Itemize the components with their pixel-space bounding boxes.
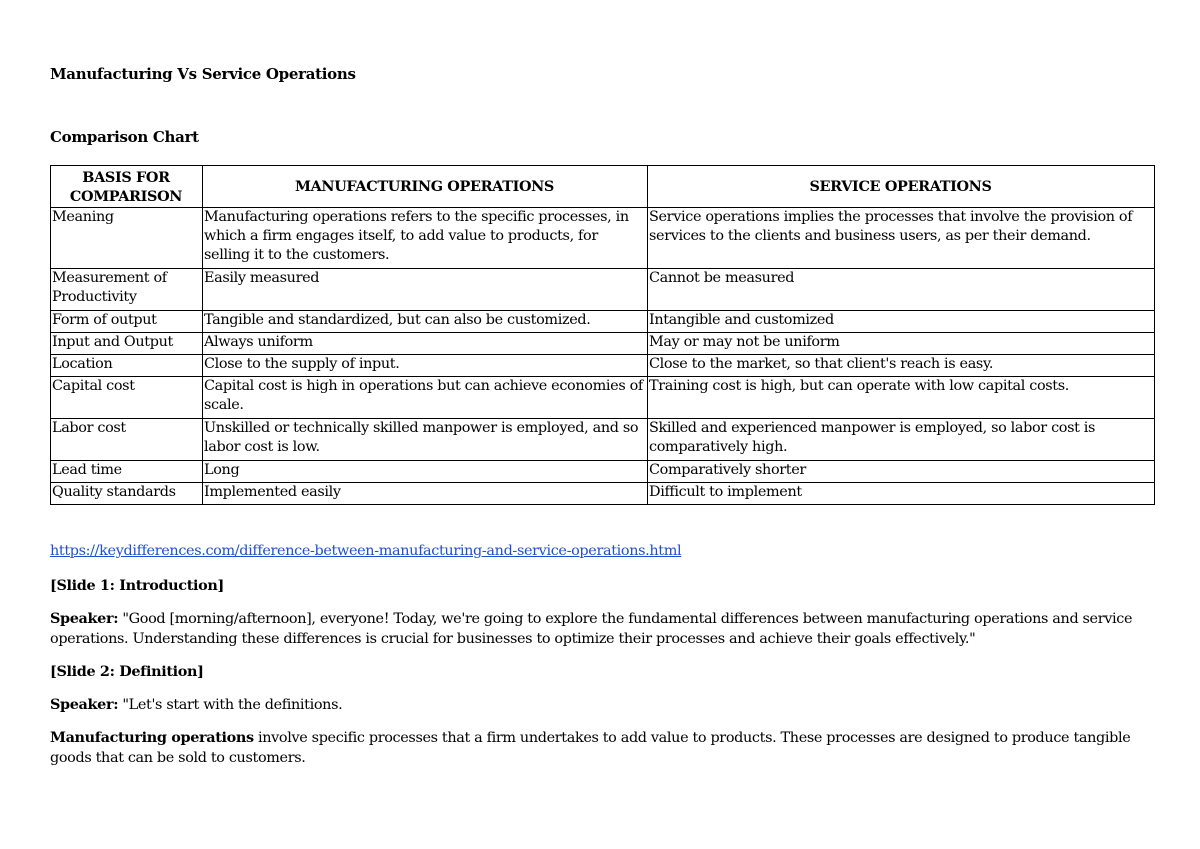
- table-cell-manufacturing: Tangible and standardized, but can also be customized.: [203, 311, 648, 333]
- speech-text: "Let's start with the definitions.: [118, 697, 343, 713]
- table-row: [51, 377, 1155, 419]
- table-cell-basis: Labor cost: [51, 419, 203, 461]
- slide1-speech: [50, 609, 1154, 649]
- table-cell-service: Intangible and customized: [648, 311, 1155, 333]
- header-service: SERVICE OPERATIONS: [648, 166, 1155, 208]
- table-cell-basis: Capital cost: [51, 377, 203, 419]
- table-cell-manufacturing: Capital cost is high in operations but can achieve economies of scale.: [203, 377, 648, 419]
- table-cell-manufacturing: Easily measured: [203, 269, 648, 311]
- slide1-heading-text: [Slide 1: Introduction]: [50, 577, 224, 594]
- table-cell-service: Skilled and experienced manpower is employed, so labor cost is comparatively high.: [648, 419, 1155, 461]
- slide2-heading: [50, 662, 1154, 682]
- manufacturing-definition: [50, 728, 1154, 768]
- header-basis: BASIS FOR COMPARISON: [51, 166, 203, 208]
- table-row: [51, 333, 1155, 355]
- table-cell-manufacturing: Implemented easily: [203, 483, 648, 505]
- table-cell-service: Difficult to implement: [648, 483, 1155, 505]
- table-cell-service: May or may not be uniform: [648, 333, 1155, 355]
- table-cell-manufacturing: Long: [203, 461, 648, 483]
- table-cell-basis: Meaning: [51, 208, 203, 269]
- slide2-speech: [50, 695, 1154, 715]
- table-row: [51, 311, 1155, 333]
- slide1-heading: [50, 576, 1154, 596]
- table-row: [51, 269, 1155, 311]
- comparison-table: [50, 165, 1155, 505]
- table-header-row: [51, 166, 1155, 208]
- table-row: [51, 461, 1155, 483]
- table-cell-basis: Lead time: [51, 461, 203, 483]
- table-cell-basis: Input and Output: [51, 333, 203, 355]
- table-cell-manufacturing: Unskilled or technically skilled manpower is employed, and so labor cost is low.: [203, 419, 648, 461]
- table-row: [51, 483, 1155, 505]
- table-cell-manufacturing: Close to the supply of input.: [203, 355, 648, 377]
- table-cell-service: Cannot be measured: [648, 269, 1155, 311]
- table-cell-service: Comparatively shorter: [648, 461, 1155, 483]
- table-cell-manufacturing: Manufacturing operations refers to the specific processes, in which a firm engages itself, to add value to products, for selling it to the customers.: [203, 208, 648, 269]
- table-row: [51, 355, 1155, 377]
- table-row: [51, 419, 1155, 461]
- table-cell-basis: Quality standards: [51, 483, 203, 505]
- definition-text: involve specific processes that a firm undertakes to add value to products. These processes are designed to produce tangible goods that can be sold to customers.: [50, 730, 1131, 766]
- speaker-label: Speaker:: [50, 610, 119, 627]
- table-cell-service: Service operations implies the processes that involve the provision of services to the clients and business users, as per their demand.: [648, 208, 1155, 269]
- table-cell-basis: Measurement of Productivity: [51, 269, 203, 311]
- table-cell-basis: Location: [51, 355, 203, 377]
- header-manufacturing: MANUFACTURING OPERATIONS: [203, 166, 648, 208]
- table-cell-service: Close to the market, so that client's reach is easy.: [648, 355, 1155, 377]
- table-cell-service: Training cost is high, but can operate with low capital costs.: [648, 377, 1155, 419]
- table-row: [51, 208, 1155, 269]
- document-title: Manufacturing Vs Service Operations: [50, 65, 356, 83]
- table-cell-manufacturing: Always uniform: [203, 333, 648, 355]
- source-link[interactable]: https://keydifferences.com/difference-between-manufacturing-and-service-operations.html: [50, 543, 682, 559]
- slide2-heading-text: [Slide 2: Definition]: [50, 663, 204, 680]
- speaker-label: Speaker:: [50, 696, 119, 713]
- speech-text: "Good [morning/afternoon], everyone! Today, we're going to explore the fundamental differences between manufacturing operations and service operations. Understanding these differences is crucial for businesses to optimize their processes and achieve their goals effectively.": [50, 611, 1133, 647]
- table-cell-basis: Form of output: [51, 311, 203, 333]
- definition-term: Manufacturing operations: [50, 729, 254, 746]
- section-title: Comparison Chart: [50, 128, 199, 146]
